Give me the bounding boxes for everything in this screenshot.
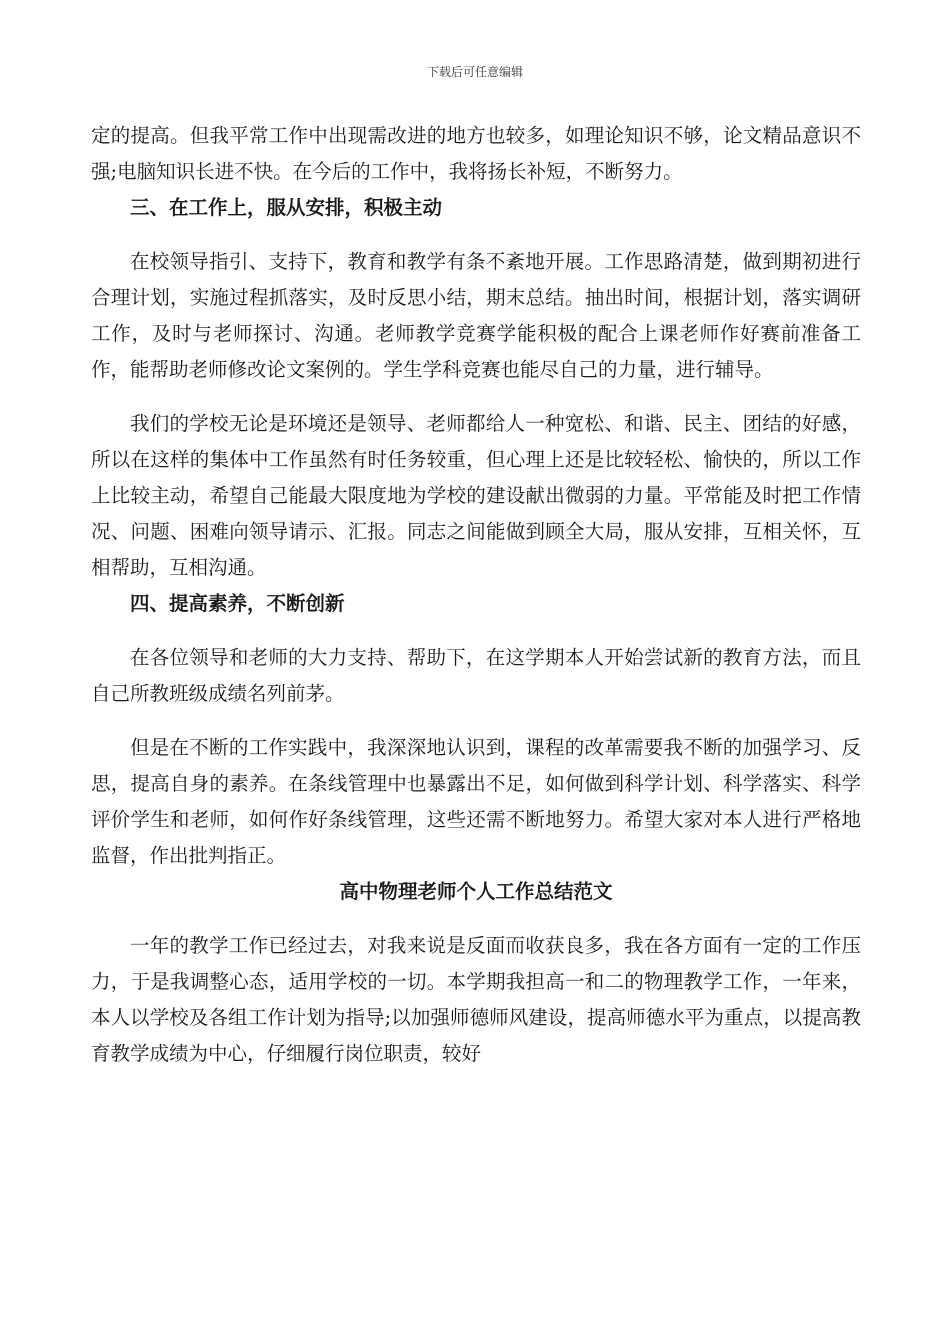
section4-paragraph-2: 但是在不断的工作实践中，我深深地认识到，课程的改革需要我不断的加强学习、反思，提高自身的素养。在条线管理中也暴露出不足，如何做到科学计划、科学落实、科学评价学生和老师，如何作好条线管理，这些还需不断地努力。希望大家对本人进行严格地监督，作出批判指正。 bbox=[91, 736, 861, 867]
intro-paragraph: 定的提高。但我平常工作中出现需改进的地方也较多，如理论知识不够，论文精品意识不强;电脑知识长进不快。在今后的工作中，我将扬长补短，不断努力。 bbox=[91, 124, 861, 183]
section3-paragraph-1: 在校领导指引、支持下，教育和教学有条不紊地开展。工作思路清楚，做到期初进行合理计划，实施过程抓落实，及时反思小结，期末总结。抽出时间，根据计划，落实调研工作，及时与老师探讨、沟通。老师教学竞赛学能积极的配合上课老师作好赛前准备工作，能帮助老师修改论文案例的。学生学科竞赛也能尽自己的力量，进行辅导。 bbox=[91, 250, 861, 381]
page-header-note: 下载后可任意编辑 bbox=[426, 65, 523, 79]
section4-paragraph-1: 在各位领导和老师的大力支持、帮助下，在这学期本人开始尝试新的教育方法，而且自己所教班级成绩名列前茅。 bbox=[91, 646, 861, 705]
document-body bbox=[91, 118, 861, 1072]
section3-paragraph-2: 我们的学校无论是环境还是领导、老师都给人一种宽松、和谐、民主、团结的好感，所以在这样的集体中工作虽然有时任务较重，但心理上还是比较轻松、愉快的，所以工作上比较主动，希望自己能最大限度地为学校的建设献出微弱的力量。平常能及时把工作情况、问题、困难向领导请示、汇报。同志之间能做到顾全大局，服从安排，互相关怀，互相帮助，互相沟通。 bbox=[91, 412, 861, 579]
article-title: 高中物理老师个人工作总结范文 bbox=[339, 880, 613, 903]
article-paragraph-1: 一年的教学工作已经过去，对我来说是反面而收获良多，我在各方面有一定的工作压力，于是我调整心态，适用学校的一切。本学期我担高一和二的物理教学工作，一年来，本人以学校及各组工作计划为指导;以加强师德师风建设，提高师德水平为重点，以提高教育教学成绩为中心，仔细履行岗位职责，较好 bbox=[91, 934, 861, 1065]
section-heading-4: 四、提高素养，不断创新 bbox=[130, 592, 345, 615]
section-heading-3: 三、在工作上，服从安排，积极主动 bbox=[130, 196, 443, 219]
